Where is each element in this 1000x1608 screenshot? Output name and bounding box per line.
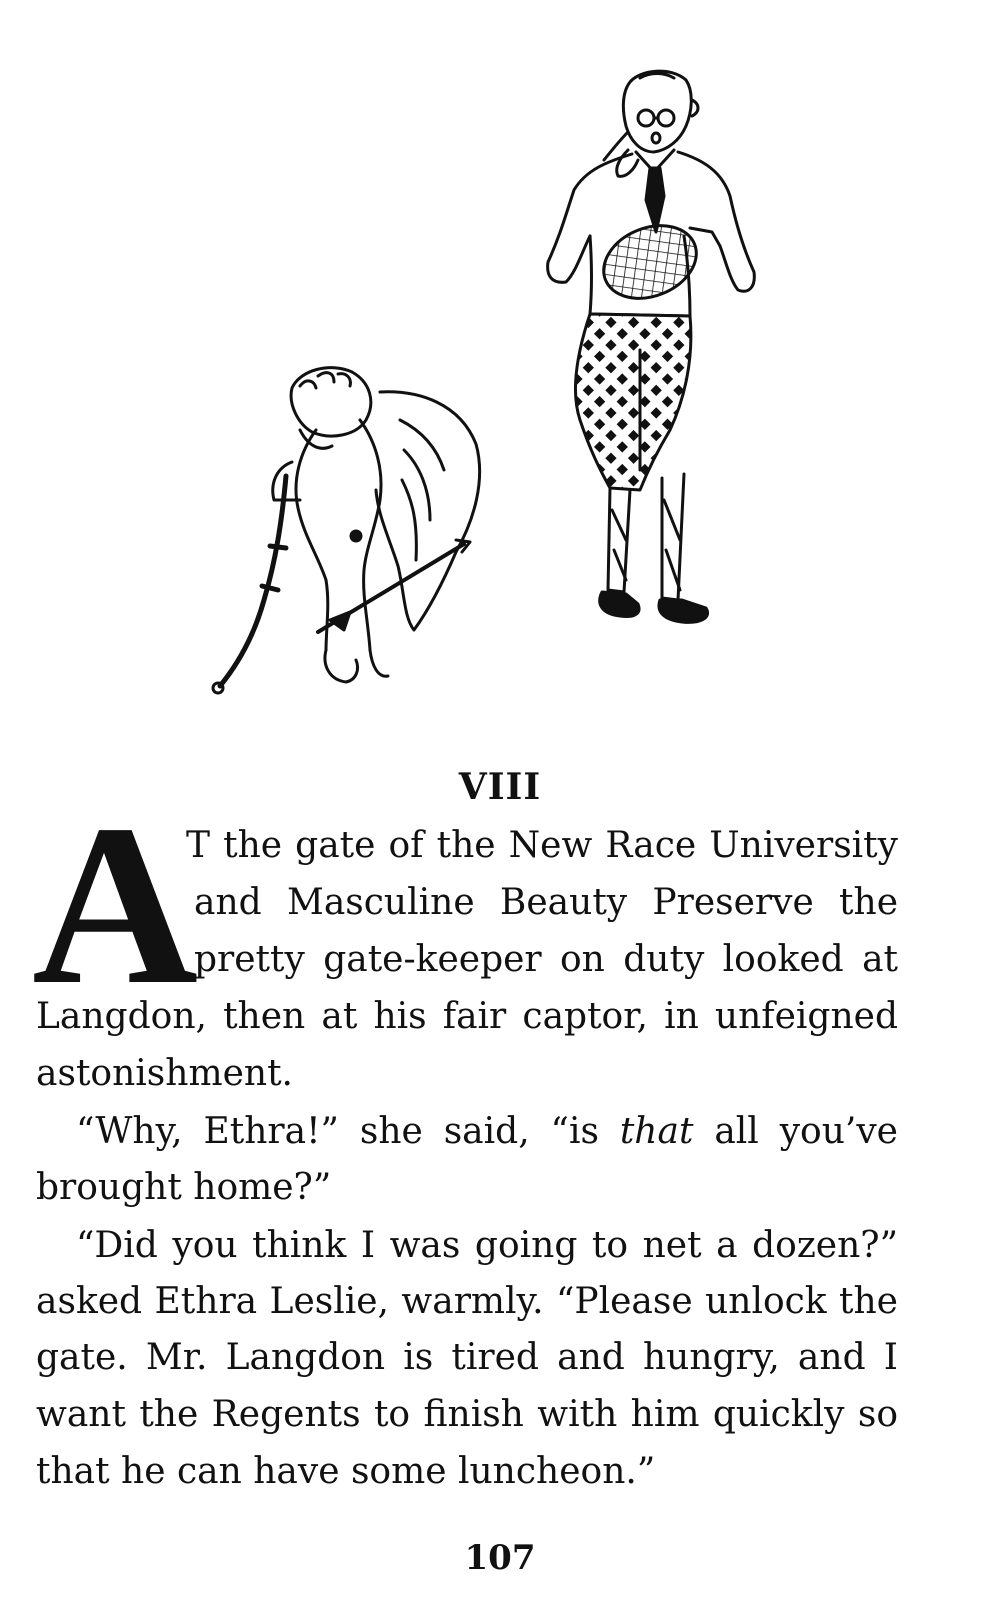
paragraph-2-line-1-start: “Why, Ethra!” she said, “is [76, 1111, 620, 1152]
paragraph-2-line-1 [76, 1112, 898, 1152]
drop-cap-letter: A [32, 777, 199, 1032]
page-number: 107 [464, 1538, 536, 1578]
paragraph-1-line-3: pretty gate-keeper on duty looked at [194, 939, 898, 980]
paragraph-1-line-2: and Masculine Beauty Preserve the [194, 882, 898, 923]
paragraph-1-line-5: astonishment. [36, 1053, 293, 1094]
emphasized-word: that [619, 1111, 694, 1152]
paragraph-1-line-1: T the gate of the New Race University [186, 825, 898, 866]
paragraph-3-line-2: asked Ethra Leslie, warmly. “Please unlock the [36, 1281, 898, 1322]
paragraph-2-line-2: brought home?” [36, 1167, 332, 1208]
paragraph-3-line-1: “Did you think I was going to net a dozen?” [76, 1225, 898, 1266]
paragraph-3-line-5: that he can have some luncheon.” [36, 1451, 656, 1492]
chapter-number: VIII [458, 766, 542, 808]
paragraph-1-line-4: Langdon, then at his fair captor, in unfeigned [36, 996, 898, 1037]
paragraph-3-line-4: want the Regents to finish with him quickly so [36, 1394, 898, 1435]
man-with-net-figure [548, 71, 755, 622]
cupid-figure [213, 368, 480, 693]
paragraph-3-line-3: gate. Mr. Langdon is tired and hungry, and I [36, 1337, 898, 1378]
chapter-illustration [0, 0, 1000, 740]
paragraph-2-line-1-end: all you’ve [693, 1111, 898, 1152]
